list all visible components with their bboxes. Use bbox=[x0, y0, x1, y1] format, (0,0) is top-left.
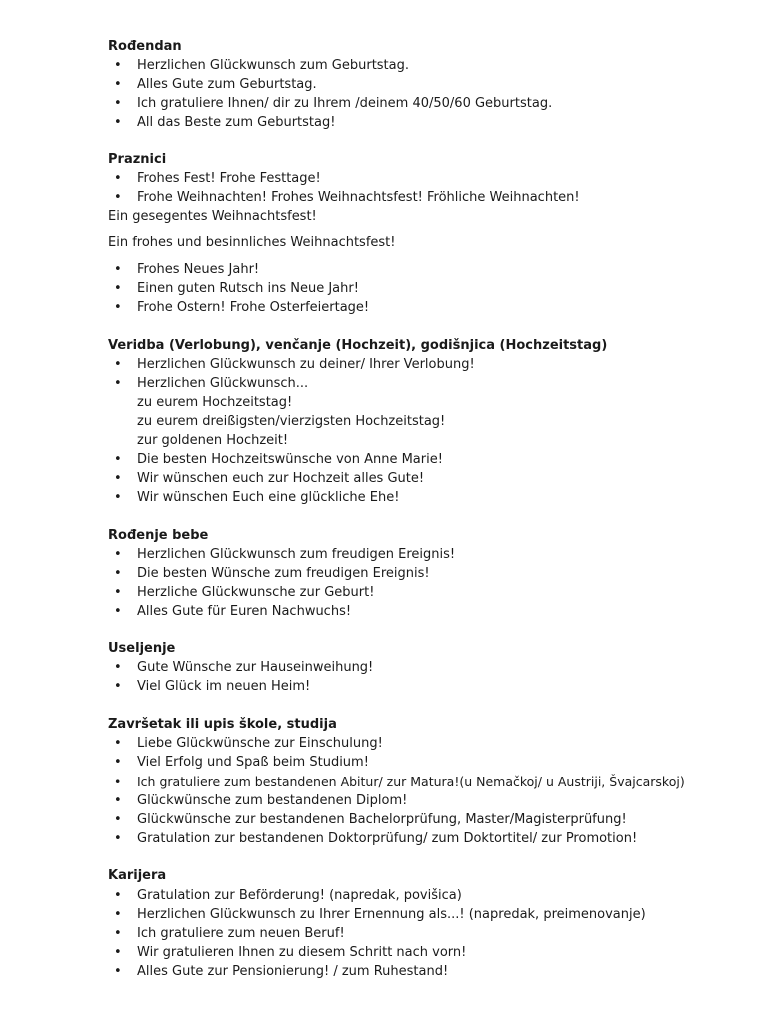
bullet-icon: • bbox=[114, 679, 122, 694]
list-item-text: Wir wünschen Euch eine glückliche Ehe! bbox=[137, 490, 400, 505]
list-item-text: Liebe Glückwünsche zur Einschulung! bbox=[137, 736, 383, 751]
list-item-text: Wir wünschen euch zur Hochzeit alles Gute! bbox=[137, 471, 425, 486]
list-item-text: Ich gratuliere zum neuen Beruf! bbox=[137, 926, 345, 941]
bullet-icon: • bbox=[114, 96, 122, 111]
list-item-text: Viel Erfolg und Spaß beim Studium! bbox=[137, 755, 369, 770]
list-item-text: Einen guten Rutsch ins Neue Jahr! bbox=[137, 281, 359, 296]
list-item-text: Gratulation zur Beförderung! (napredak, povišica) bbox=[137, 888, 462, 903]
list-item-text: Alles Gute zum Geburtstag. bbox=[137, 77, 317, 92]
bullet-icon: • bbox=[114, 376, 122, 391]
list-item-text: Wir gratulieren Ihnen zu diesem Schritt nach vorn! bbox=[137, 945, 467, 960]
bullet-icon: • bbox=[114, 793, 122, 808]
bullet-icon: • bbox=[114, 471, 122, 486]
section-heading: Veridba (Verlobung), venčanje (Hochzeit), godišnjica (Hochzeitstag) bbox=[108, 338, 608, 353]
section-heading: Useljenje bbox=[108, 641, 176, 656]
section-heading: Rođenje bebe bbox=[108, 528, 209, 543]
sub-line: zur goldenen Hochzeit! bbox=[137, 433, 289, 448]
bullet-icon: • bbox=[114, 547, 122, 562]
bullet-icon: • bbox=[114, 281, 122, 296]
list-item-text: Frohe Weihnachten! Frohes Weihnachtsfest! Fröhliche Weihnachten! bbox=[137, 190, 580, 205]
list-item-text: Gratulation zur bestandenen Doktorprüfung/ zum Doktortitel/ zur Promotion! bbox=[137, 831, 638, 846]
bullet-icon: • bbox=[114, 452, 122, 467]
bullet-icon: • bbox=[114, 77, 122, 92]
bullet-icon: • bbox=[114, 964, 122, 979]
list-item-text: Herzlichen Glückwunsch zu deiner/ Ihrer Verlobung! bbox=[137, 357, 475, 372]
list-item-text: Herzlichen Glückwunsch zum Geburtstag. bbox=[137, 58, 410, 73]
list-item-text: Frohes Neues Jahr! bbox=[137, 262, 260, 277]
list-item-text: Die besten Wünsche zum freudigen Ereignis! bbox=[137, 566, 430, 581]
bullet-icon: • bbox=[114, 190, 122, 205]
bullet-icon: • bbox=[114, 812, 122, 827]
list-item-text: Glückwünsche zum bestandenen Diplom! bbox=[137, 793, 408, 808]
bullet-icon: • bbox=[114, 490, 122, 505]
list-item-text: Herzlichen Glückwunsch zum freudigen Ereignis! bbox=[137, 547, 456, 562]
bullet-icon: • bbox=[114, 774, 122, 789]
list-item-text: Herzlichen Glückwunsch... bbox=[137, 376, 309, 391]
list-item-text: Frohes Fest! Frohe Festtage! bbox=[137, 171, 321, 186]
bullet-icon: • bbox=[114, 58, 122, 73]
bullet-icon: • bbox=[114, 755, 122, 770]
bullet-icon: • bbox=[114, 604, 122, 619]
bullet-icon: • bbox=[114, 171, 122, 186]
sub-line: zu eurem dreißigsten/vierzigsten Hochzeitstag! bbox=[137, 414, 446, 429]
plain-line: Ein frohes und besinnliches Weihnachtsfest! bbox=[108, 235, 396, 250]
sub-line: zu eurem Hochzeitstag! bbox=[137, 395, 293, 410]
bullet-icon: • bbox=[114, 888, 122, 903]
section-heading: Praznici bbox=[108, 152, 167, 167]
plain-line: Ein gesegentes Weihnachtsfest! bbox=[108, 209, 317, 224]
list-item-text: Ich gratuliere Ihnen/ dir zu Ihrem /deinem 40/50/60 Geburtstag. bbox=[137, 96, 553, 111]
section-heading: Rođendan bbox=[108, 39, 182, 54]
list-item-text: Alles Gute für Euren Nachwuchs! bbox=[137, 604, 352, 619]
list-item-text: Glückwünsche zur bestandenen Bachelorprüfung, Master/Magisterprüfung! bbox=[137, 812, 627, 827]
list-item-text: Die besten Hochzeitswünsche von Anne Marie! bbox=[137, 452, 443, 467]
bullet-icon: • bbox=[114, 262, 122, 277]
list-item-text: Alles Gute zur Pensionierung! / zum Ruhestand! bbox=[137, 964, 449, 979]
section-heading: Karijera bbox=[108, 868, 167, 883]
bullet-icon: • bbox=[114, 831, 122, 846]
list-item-text: All das Beste zum Geburtstag! bbox=[137, 115, 336, 130]
bullet-icon: • bbox=[114, 907, 122, 922]
bullet-icon: • bbox=[114, 115, 122, 130]
list-item-text: Gute Wünsche zur Hauseinweihung! bbox=[137, 660, 374, 675]
bullet-icon: • bbox=[114, 357, 122, 372]
bullet-icon: • bbox=[114, 926, 122, 941]
section-heading: Završetak ili upis škole, studija bbox=[108, 717, 337, 732]
list-item-text: Herzlichen Glückwunsch zu Ihrer Ernennung als...! (napredak, preimenovanje) bbox=[137, 907, 646, 922]
bullet-icon: • bbox=[114, 566, 122, 581]
bullet-icon: • bbox=[114, 945, 122, 960]
list-item-text: Herzliche Glückwunsche zur Geburt! bbox=[137, 585, 375, 600]
bullet-icon: • bbox=[114, 300, 122, 315]
bullet-icon: • bbox=[114, 660, 122, 675]
bullet-icon: • bbox=[114, 736, 122, 751]
list-item-text: Ich gratuliere zum bestandenen Abitur/ zur Matura!(u Nemačkoj/ u Austriji, Švajcarskoj) bbox=[137, 774, 685, 789]
list-item-text: Frohe Ostern! Frohe Osterfeiertage! bbox=[137, 300, 370, 315]
list-item-text: Viel Glück im neuen Heim! bbox=[137, 679, 311, 694]
bullet-icon: • bbox=[114, 585, 122, 600]
